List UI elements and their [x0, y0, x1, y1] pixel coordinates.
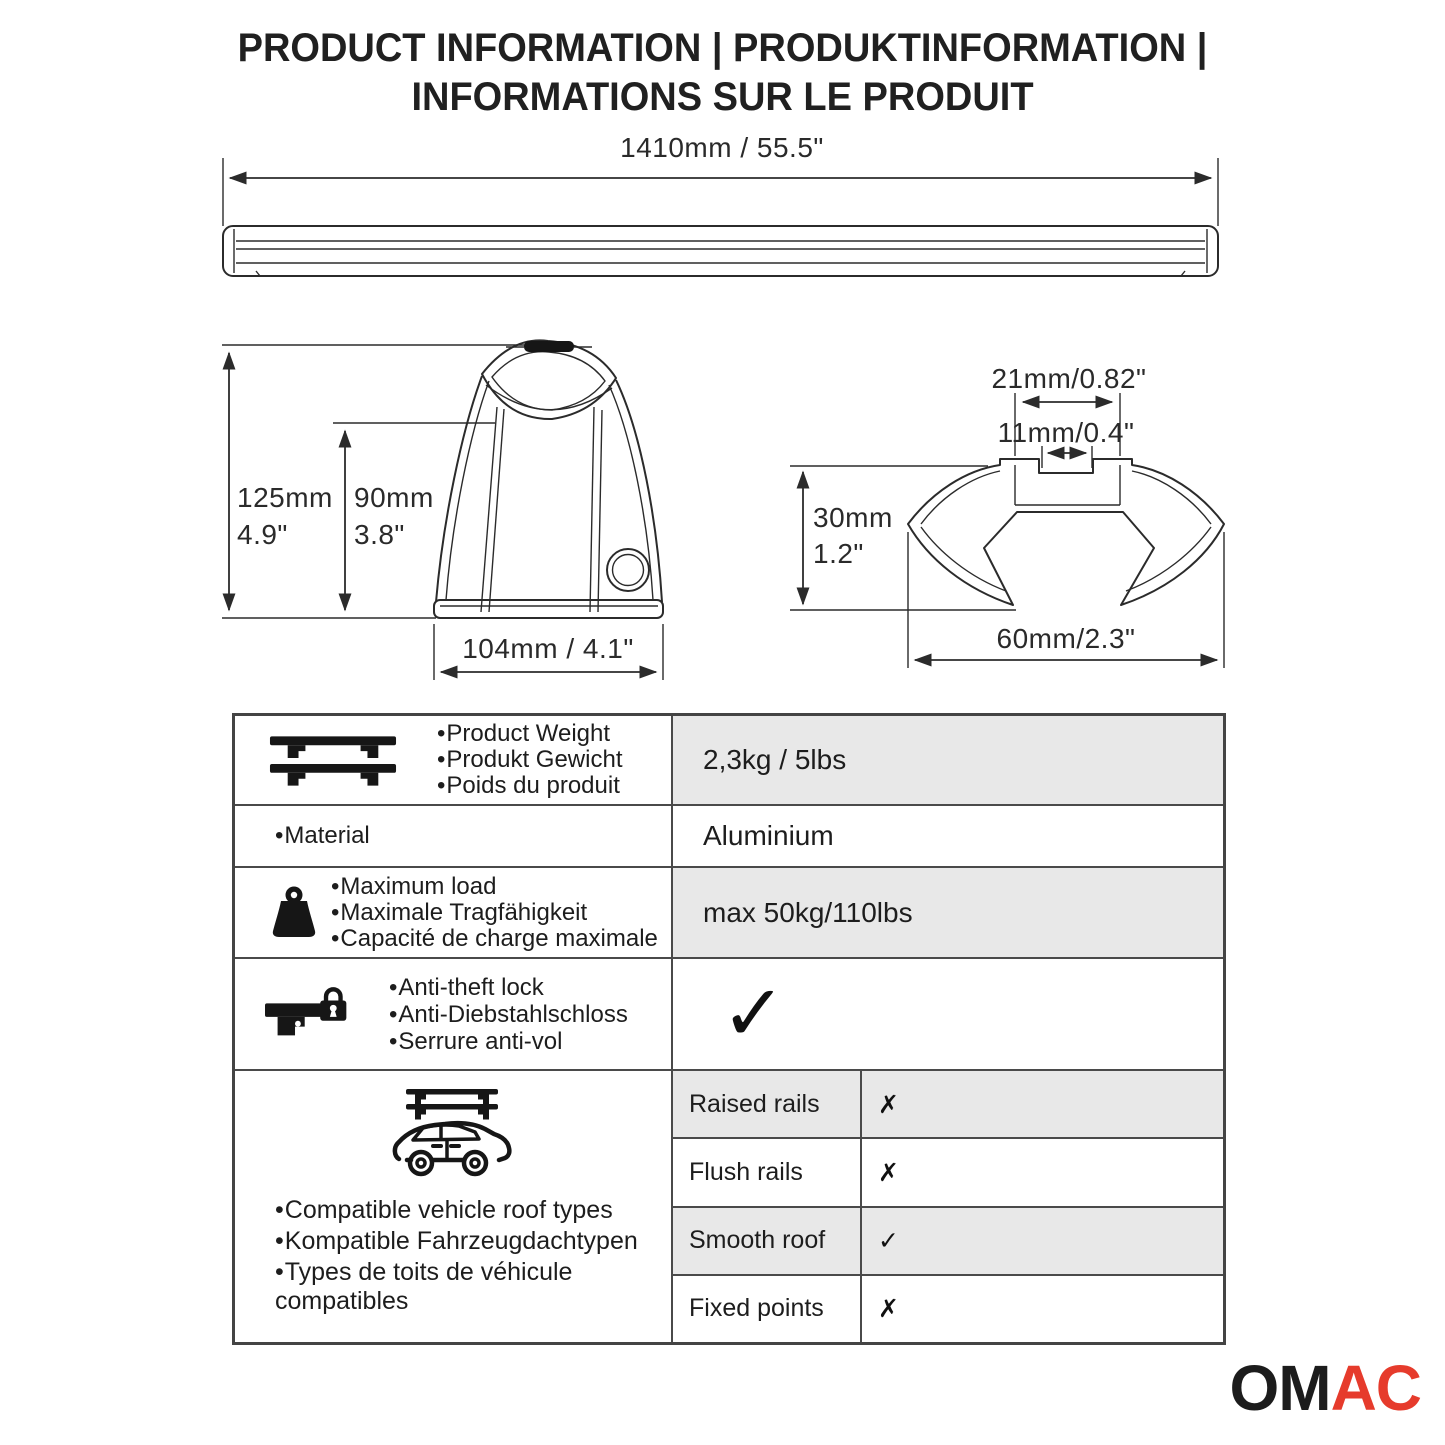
- dim-channel-width: 21mm/0.82": [991, 363, 1147, 394]
- row-label: • Material: [275, 824, 370, 848]
- dim-foot-height-mm: 125mm: [237, 482, 333, 513]
- subrow-label: Fixed points: [673, 1276, 862, 1342]
- technical-drawings: [0, 0, 1445, 700]
- row-label: • Types de toits de véhicule compatibles: [275, 1258, 660, 1316]
- lock-icon: [265, 987, 357, 1042]
- row-label: • Poids du produit: [437, 774, 622, 798]
- dim-profile-height-in: 1.2": [813, 538, 864, 569]
- row-label: • Maximum load: [331, 875, 658, 899]
- row-value: Aluminium: [703, 820, 834, 851]
- table-row-max-load: [235, 868, 1223, 959]
- weight-icon: [269, 886, 319, 940]
- row-label: • Maximale Tragfähigkeit: [331, 901, 658, 925]
- dim-slot-width: 11mm/0.4": [997, 417, 1135, 448]
- row-label: • Capacité de charge maximale: [331, 927, 658, 951]
- page-title-line1: PRODUCT INFORMATION | PRODUKTINFORMATION |: [237, 26, 1208, 70]
- dim-foot-width: 104mm / 4.1": [462, 633, 634, 664]
- dim-foot-height-in: 4.9": [237, 519, 288, 550]
- cross-mark: ✗: [878, 1294, 899, 1324]
- foot-drawing: [222, 340, 663, 680]
- row-label: • Kompatible Fahrzeugdachtypen: [275, 1227, 660, 1256]
- subrow-raised-rails: [673, 1071, 1223, 1139]
- subrow-label: Flush rails: [673, 1139, 862, 1205]
- row-label: • Anti-Diebstahlschloss: [389, 1002, 628, 1027]
- omac-logo: [1229, 1352, 1421, 1424]
- table-row-material: [235, 806, 1223, 868]
- car-roof-rack-icon: [391, 1087, 516, 1179]
- row-label: • Produkt Gewicht: [437, 748, 622, 772]
- row-label: • Serrure anti-vol: [389, 1029, 628, 1054]
- table-row-anti-theft: [235, 959, 1223, 1071]
- row-label: • Compatible vehicle roof types: [275, 1196, 660, 1225]
- crossbars-icon: [268, 734, 398, 786]
- row-label: • Anti-theft lock: [389, 975, 628, 1000]
- dim-profile-width: 60mm/2.3": [996, 623, 1136, 654]
- cross-mark: ✗: [878, 1157, 899, 1187]
- table-row-product-weight: [235, 716, 1223, 806]
- check-mark: ✓: [878, 1226, 899, 1256]
- check-mark: ✓: [721, 969, 787, 1059]
- dim-bar-length: 1410mm / 55.5": [620, 132, 824, 163]
- dim-foot-inner-height-in: 3.8": [354, 519, 405, 550]
- row-value: 2,3kg / 5lbs: [703, 744, 847, 775]
- table-row-roof-types: [235, 1071, 1223, 1342]
- row-value: max 50kg/110lbs: [703, 896, 913, 928]
- cross-section-drawing: [790, 363, 1224, 668]
- page-title-line2: INFORMATIONS SUR LE PRODUIT: [411, 75, 1034, 119]
- subrow-smooth-roof: [673, 1208, 1223, 1276]
- subrow-label: Raised rails: [673, 1071, 862, 1137]
- dim-profile-height-mm: 30mm: [813, 502, 893, 533]
- roof-type-subtable: [673, 1071, 1223, 1342]
- crossbar-length-drawing: [223, 132, 1218, 276]
- spec-table: [232, 713, 1226, 1345]
- subrow-flush-rails: [673, 1139, 1223, 1207]
- dim-foot-inner-height-mm: 90mm: [354, 482, 434, 513]
- row-label: • Product Weight: [437, 722, 622, 746]
- subrow-fixed-points: [673, 1276, 1223, 1342]
- subrow-label: Smooth roof: [673, 1208, 862, 1274]
- logo-text-red: AC: [1330, 1352, 1421, 1424]
- cross-mark: ✗: [878, 1089, 899, 1119]
- logo-text-black: OM: [1229, 1352, 1331, 1424]
